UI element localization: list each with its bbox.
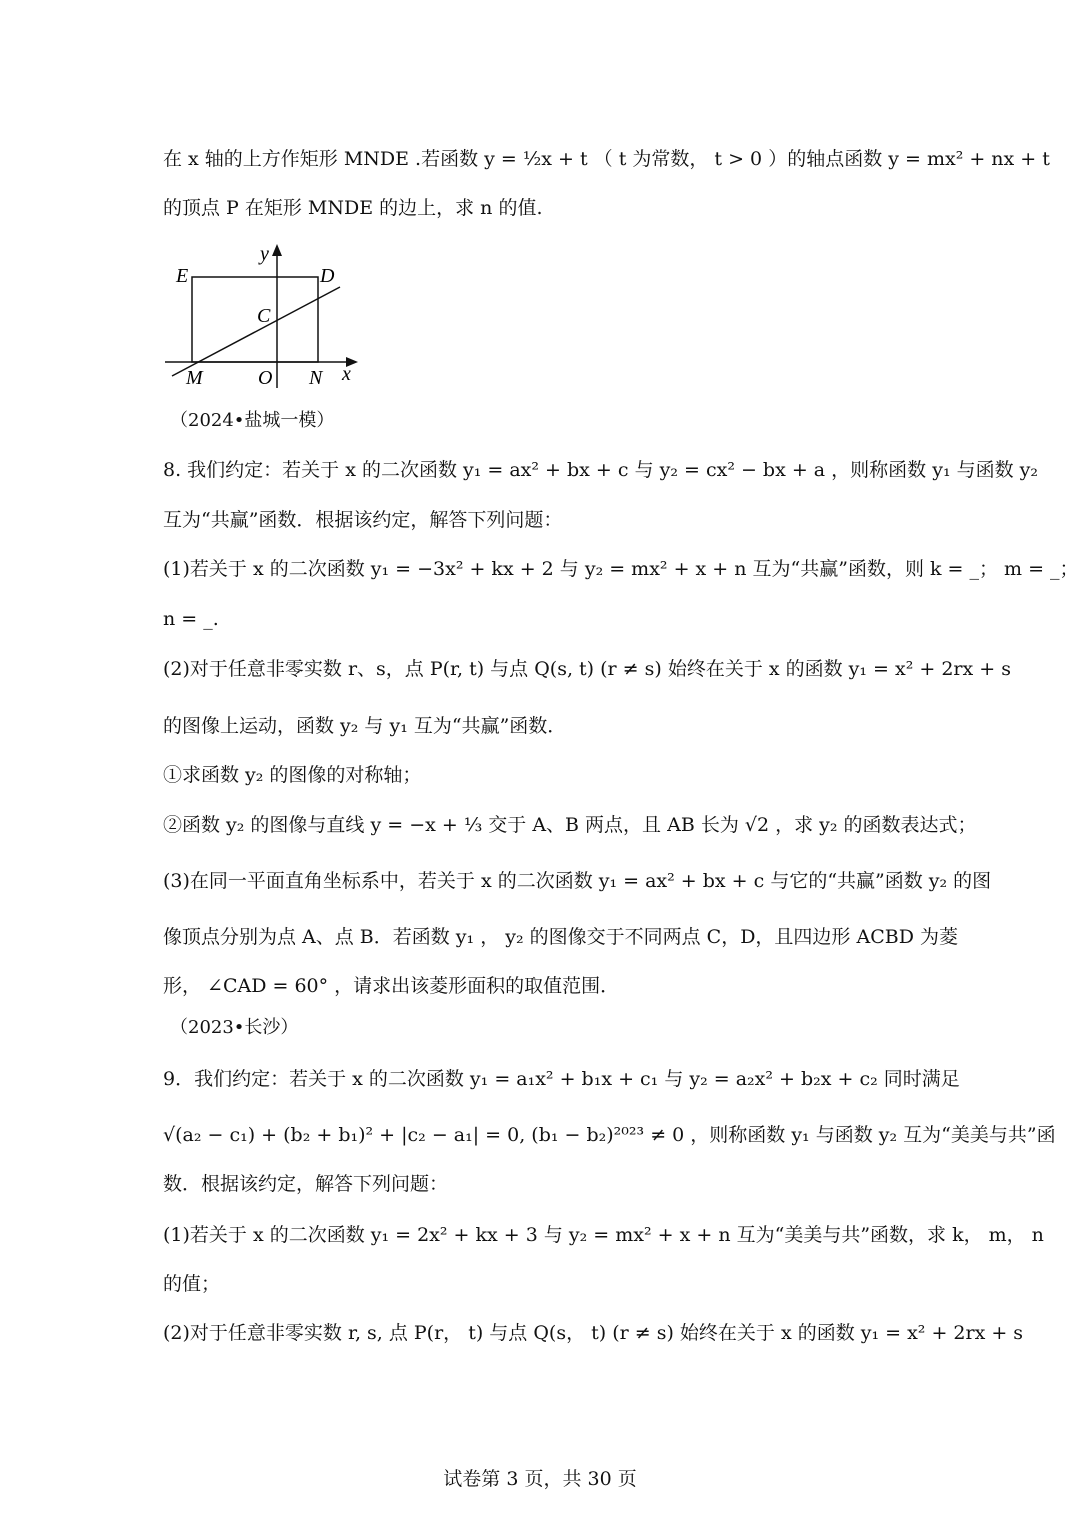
- q8-line-2: 互为“共赢”函数．根据该约定，解答下列问题：: [163, 509, 563, 531]
- q9-p2-line-1: (2)对于任意非零实数 r, s, 点 P(r， t) 与点 Q(s， t) (r ≠ s) 始终在关于 x 的函数 y₁ = x² + 2rx + s: [163, 1322, 1024, 1344]
- q8-p2-line-2: 的图像上运动，函数 y₂ 与 y₁ 互为“共赢”函数．: [163, 715, 567, 737]
- source-2023: （2023•长沙）: [170, 1017, 299, 1038]
- y-axis-arrow-icon: [272, 244, 282, 256]
- q9-p1-line-1: (1)若关于 x 的二次函数 y₁ = 2x² + kx + 3 与 y₂ = mx² + x + n 互为“美美与共”函数，求 k， m， n: [163, 1224, 1044, 1246]
- label-n: N: [309, 367, 323, 389]
- label-e: E: [176, 265, 189, 287]
- q8-p1-line-1: (1)若关于 x 的二次函数 y₁ = −3x² + kx + 2 与 y₂ = mx² + x + n 互为“共赢”函数，则 k = _； m = _；: [163, 558, 1079, 580]
- q8-line-1: 8. 我们约定：若关于 x 的二次函数 y₁ = ax² + bx + c 与 y₂ = cx² − bx + a ，则称函数 y₁ 与函数 y₂: [163, 459, 1038, 481]
- problem-intro-line-2: 的顶点 P 在矩形 MNDE 的边上，求 n 的值.: [163, 197, 543, 219]
- page-footer: 试卷第 3 页，共 30 页: [443, 1468, 637, 1490]
- label-y: y: [260, 243, 269, 265]
- label-c: C: [257, 305, 271, 327]
- q8-p3-line-1: (3)在同一平面直角坐标系中，若关于 x 的二次函数 y₁ = ax² + bx + c 与它的“共赢”函数 y₂ 的图: [163, 870, 992, 892]
- rectangle-mnde: [192, 277, 318, 362]
- q8-p2-sub-1: ①求函数 y₂ 的图像的对称轴；: [163, 764, 422, 786]
- q8-p3-line-2: 像顶点分别为点 A、点 B．若函数 y₁ ， y₂ 的图像交于不同两点 C，D，且四边形 ACBD 为菱: [163, 926, 958, 948]
- q8-p1-line-2: n = _.: [163, 608, 219, 630]
- q8-p3-line-3: 形， ∠CAD = 60° ，请求出该菱形面积的取值范围．: [163, 975, 620, 997]
- q9-line-3: 数．根据该约定，解答下列问题：: [163, 1173, 449, 1195]
- label-d: D: [320, 265, 335, 287]
- q8-p2-sub-2: ②函数 y₂ 的图像与直线 y = −x + ⅓ 交于 A、B 两点，且 AB 长为 √2 ，求 y₂ 的函数表达式；: [163, 814, 977, 836]
- source-2024: （2024•盐城一模）: [170, 410, 335, 431]
- q9-line-2: √(a₂ − c₁) + (b₂ + b₁)² + |c₂ − a₁| = 0, (b₁ − b₂)²⁰²³ ≠ 0 ，则称函数 y₁ 与函数 y₂ 互为“美美与共”函: [163, 1124, 1056, 1146]
- label-x: x: [342, 363, 351, 385]
- label-m: M: [186, 367, 203, 389]
- q8-p2-line-1: (2)对于任意非零实数 r、s，点 P(r, t) 与点 Q(s, t) (r ≠ s) 始终在关于 x 的函数 y₁ = x² + 2rx + s: [163, 658, 1011, 680]
- label-o: O: [258, 367, 273, 389]
- problem-intro-line-1: 在 x 轴的上方作矩形 MNDE .若函数 y = ½x + t （ t 为常数， t > 0 ）的轴点函数 y = mx² + nx + t: [163, 148, 1050, 170]
- q9-line-1: 9．我们约定：若关于 x 的二次函数 y₁ = a₁x² + b₁x + c₁ 与 y₂ = a₂x² + b₂x + c₂ 同时满足: [163, 1068, 960, 1090]
- coordinate-figure: [160, 240, 360, 390]
- q9-p1-line-2: 的值；: [163, 1273, 221, 1295]
